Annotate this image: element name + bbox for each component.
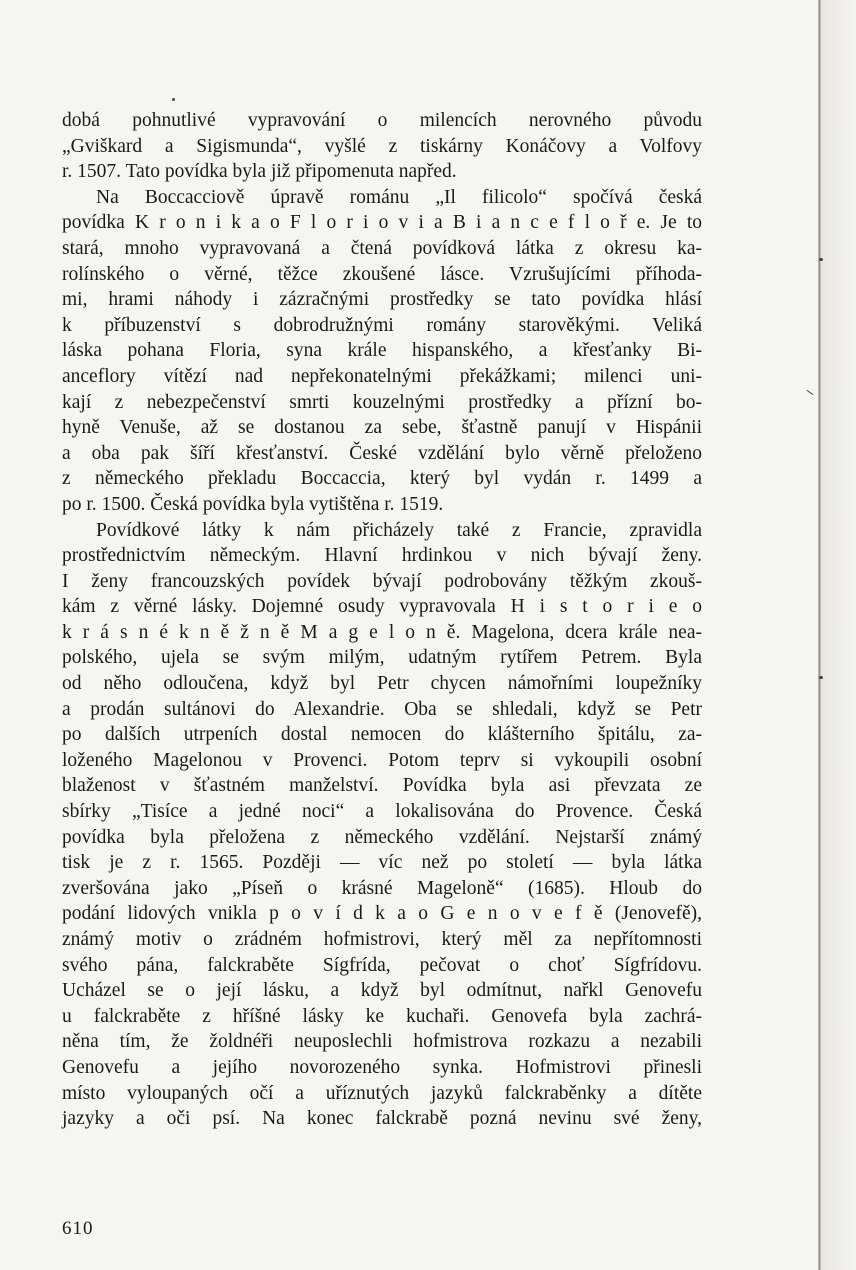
text-line: podání lidových vnikla p o v í d k a o G e n o v e f ě (Jenovefě), — [62, 903, 702, 925]
page-fold-line — [818, 0, 821, 1270]
text-line: kají z nebezpečenství smrti kouzelnými prostředky a přízní bo- — [62, 391, 702, 413]
paper-speck — [806, 390, 813, 395]
text-line: rolínského o věrné, těžce zkoušené lásce. Vzrušujícími příhoda- — [62, 263, 702, 285]
text-line: blaženost v šťastném manželství. Povídka byla asi převzata ze — [62, 775, 702, 797]
text-line: Genovefu a jejího novorozeného synka. Hofmistrovi přinesli — [62, 1056, 702, 1078]
paper-speck — [172, 98, 175, 101]
body-text — [62, 108, 702, 1132]
text-line: Ucházel se o její lásku, a když byl odmítnut, nařkl Genovefu — [62, 980, 702, 1002]
text-line: od něho odloučena, když byl Petr chycen námořními loupežníky — [62, 673, 702, 695]
text-line: u falckraběte z hříšné lásky ke kuchaři. Genovefa byla zachrá- — [62, 1005, 702, 1027]
text-line: láska pohana Floria, syna krále hispanského, a křesťanky Bi- — [62, 340, 702, 362]
text-line: povídka K r o n i k a o F l o r i o v i a B i a n c e f l o ř e. Je to — [62, 212, 702, 234]
text-line: r. 1507. Tato povídka byla již připomenuta napřed. — [62, 161, 457, 183]
text-line: tisk je z r. 1565. Později — víc než po století — byla látka — [62, 852, 702, 874]
page-number: 610 — [62, 1218, 94, 1239]
text-line: zveršována jako „Píseň o krásné Mageloně“ (1685). Hloub do — [62, 877, 702, 899]
text-line: „Gviškard a Sigismunda“, vyšlé z tiskárny Konáčovy a Volfovy — [62, 135, 702, 157]
text-line: kám z věrné lásky. Dojemné osudy vypravovala H i s t o r i e o — [62, 596, 702, 618]
text-line: po r. 1500. Česká povídka byla vytištěna r. 1519. — [62, 493, 444, 515]
text-line: sbírky „Tisíce a jedné noci“ a lokalisována do Provence. Česká — [62, 801, 702, 823]
text-line: a prodán sultánovi do Alexandrie. Oba se shledali, když se Petr — [62, 698, 702, 720]
text-line: hyně Venuše, až se dostanou za sebe, šťastně panují v Hispánii — [62, 417, 702, 439]
text-line: Na Boccacciově úpravě románu „Il filicolo“ spočívá česká — [96, 186, 702, 208]
text-line: anceflory vítězí nad nepřekonatelnými překážkami; milenci uni- — [62, 365, 702, 387]
text-line: I ženy francouzských povídek bývají podrobovány těžkým zkouš- — [62, 570, 702, 592]
page-edge-shadow — [821, 0, 856, 1270]
paper-speck — [819, 258, 823, 261]
text-line: z německého překladu Boccaccia, který byl vydán r. 1499 a — [62, 468, 702, 490]
text-line: jazyky a oči psí. Na konec falckrabě pozná nevinu své ženy, — [62, 1108, 702, 1130]
text-line: mi, hrami náhody i zázračnými prostředky se tato povídka hlásí — [62, 289, 702, 311]
text-line: prostřednictvím německým. Hlavní hrdinkou v nich bývají ženy. — [62, 545, 702, 567]
text-line: známý motiv o zrádném hofmistrovi, který měl za nepřítomnosti — [62, 929, 702, 950]
text-line: místo vyloupaných očí a uříznutých jazyků falckraběnky a dítěte — [62, 1082, 702, 1104]
text-line: polského, ujela se svým milým, udatným rytířem Petrem. Byla — [62, 647, 702, 669]
paper-speck — [819, 676, 823, 679]
text-line: k r á s n é k n ě ž n ě M a g e l o n ě. Magelona, dcera krále nea- — [62, 621, 702, 643]
text-line: svého pána, falckraběte Sígfrída, pečovat o choť Sígfrídovu. — [62, 954, 702, 976]
text-line: stará, mnoho vypravovaná a čtená povídková látka z okresu ka- — [62, 237, 702, 259]
text-line: něna tím, že žoldnéři neuposlechli hofmistrova rozkazu a nezabili — [62, 1031, 702, 1053]
text-line: dobá pohnutlivé vypravování o milencích nerovného původu — [62, 110, 702, 131]
text-line: po dalších utrpeních dostal nemocen do klášterního špitálu, za- — [62, 724, 702, 746]
text-line: povídka byla přeložena z německého vzdělání. Nejstarší známý — [62, 826, 702, 848]
text-line: Povídkové látky k nám přicházely také z Francie, zpravidla — [96, 519, 702, 541]
text-line: a oba pak šíří křesťanství. České vzdělání bylo věrně přeloženo — [62, 442, 702, 464]
text-line: k příbuzenství s dobrodružnými romány starověkými. Veliká — [62, 314, 702, 336]
text-line: loženého Magelonou v Provenci. Potom teprv si vykoupili osobní — [62, 749, 702, 771]
